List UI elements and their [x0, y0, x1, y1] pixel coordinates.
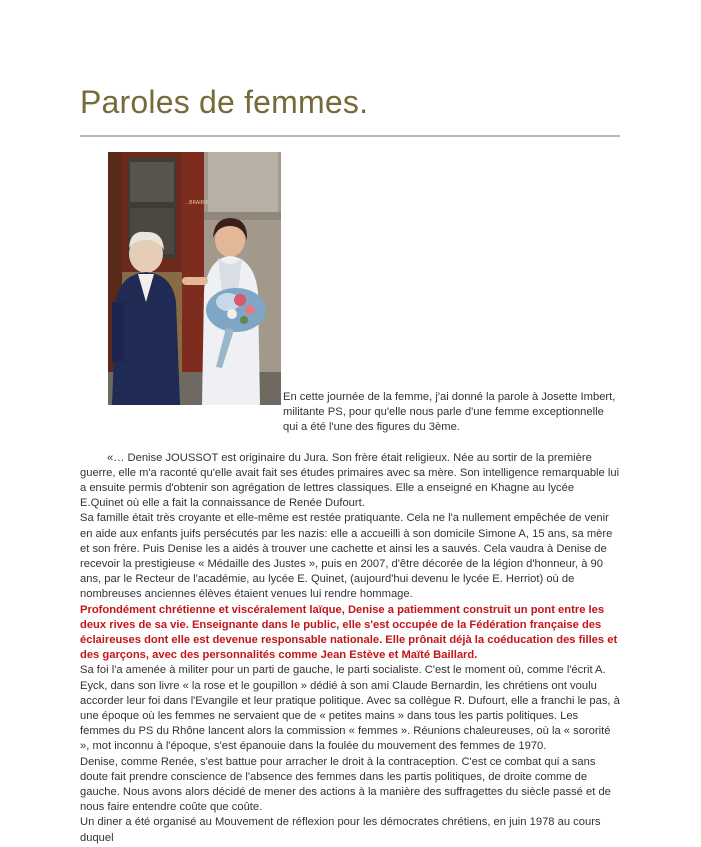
paragraph-dinner: Un diner a été organisé au Mouvement de réflexion pour les démocrates chrétiens, en juin 1978 au cours duquel	[80, 816, 601, 844]
article-body	[80, 390, 620, 846]
paragraph-faith: Sa foi l'a amenée à militer pour un parti de gauche, le parti socialiste. C'est le moment où, comme l'écrit A. Eyck, dans son livre « la rose et le goupillon » dédié à son ami Claude Bernardin, les chrétiens ont voulu accorder leur foi dans l'Evangile et leur pratique politique. Avec sa collègue R. Dufourt, elle a franchi le pas, à une époque où les femmes ne servaient que de « petites mains » dans tous les partis politiques. Les femmes du PS du Rhône lancent alors la commission « femmes ». Réunions chaleureuses, où la « sororité », mot inconnu à l'époque, s'est épanouie dans la foulée du mouvement des femmes de 1970.	[80, 664, 620, 753]
shop-sign-text: ..BRAIRIE	[186, 200, 209, 206]
paragraph-family: Sa famille était très croyante et elle-même est restée pratiquante. Cela ne l'a nullement empêchée de venir en aide aux enfants juifs persécutés par les nazis: elle a accueilli à son domicile Simone A, 15 ans, sa mère et son frère. Puis Denise les a aidés à trouver une cachette et ainsi les a sauvés. Cela vaudra à Denise de recevoir la prestigieuse « Médaille des Justes », puis en 2007, d'être décorée de la légion d'honneur, à 90 ans, par le Recteur de l'académie, au lycée E. Quinet, (aujourd'hui devenu le lycée E. Herriot) où de nombreuses anciennes élèves étaient venues lui rendre hommage.	[80, 512, 613, 601]
paragraph-origins: «… Denise JOUSSOT est originaire du Jura. Son frère était religieux. Née au sortir de la première guerre, elle m'a raconté qu'elle avait fait ses études primaires avec sa mère. Son intelligence remarquable lui a ensuite permis d'obtenir son agrégation de lettres classiques. Elle a enseigné en Khagne au lycée E.Quinet où elle a fait la connaissance de Renée Dufourt.	[80, 451, 620, 510]
portrait-photo	[108, 152, 281, 405]
intro-paragraph: En cette journée de la femme, j'ai donné la parole à Josette Imbert, militante PS, pour qu'elle nous parle d'une femme exceptionnelle qui a été l'une des figures du 3ème.	[283, 391, 616, 434]
page-title: Paroles de femmes.	[80, 84, 369, 120]
paragraph-highlight: Profondément chrétienne et viscéralement laïque, Denise a patiemment construit un pont entre les deux rives de sa vie. Enseignante dans le public, elle s'est occupée de la Fédération française des éclaireuses dont elle est devenue responsable nationale. Elle prônait déjà la coéducation des filles et des garçons, avec des personnalités comme Jean Estève et Maïté Baillard.	[80, 603, 618, 662]
title-divider	[80, 135, 620, 137]
paragraph-contraception: Denise, comme Renée, s'est battue pour arracher le droit à la contraception. C'est ce combat qui a sans doute fait prendre conscience de l'absence des femmes dans les partis politiques, de droite comme de gauche. Nous avons alors décidé de mener des actions à la manière des suffragettes du siècle passé et de nous faire entendre coûte que coûte.	[80, 755, 611, 814]
